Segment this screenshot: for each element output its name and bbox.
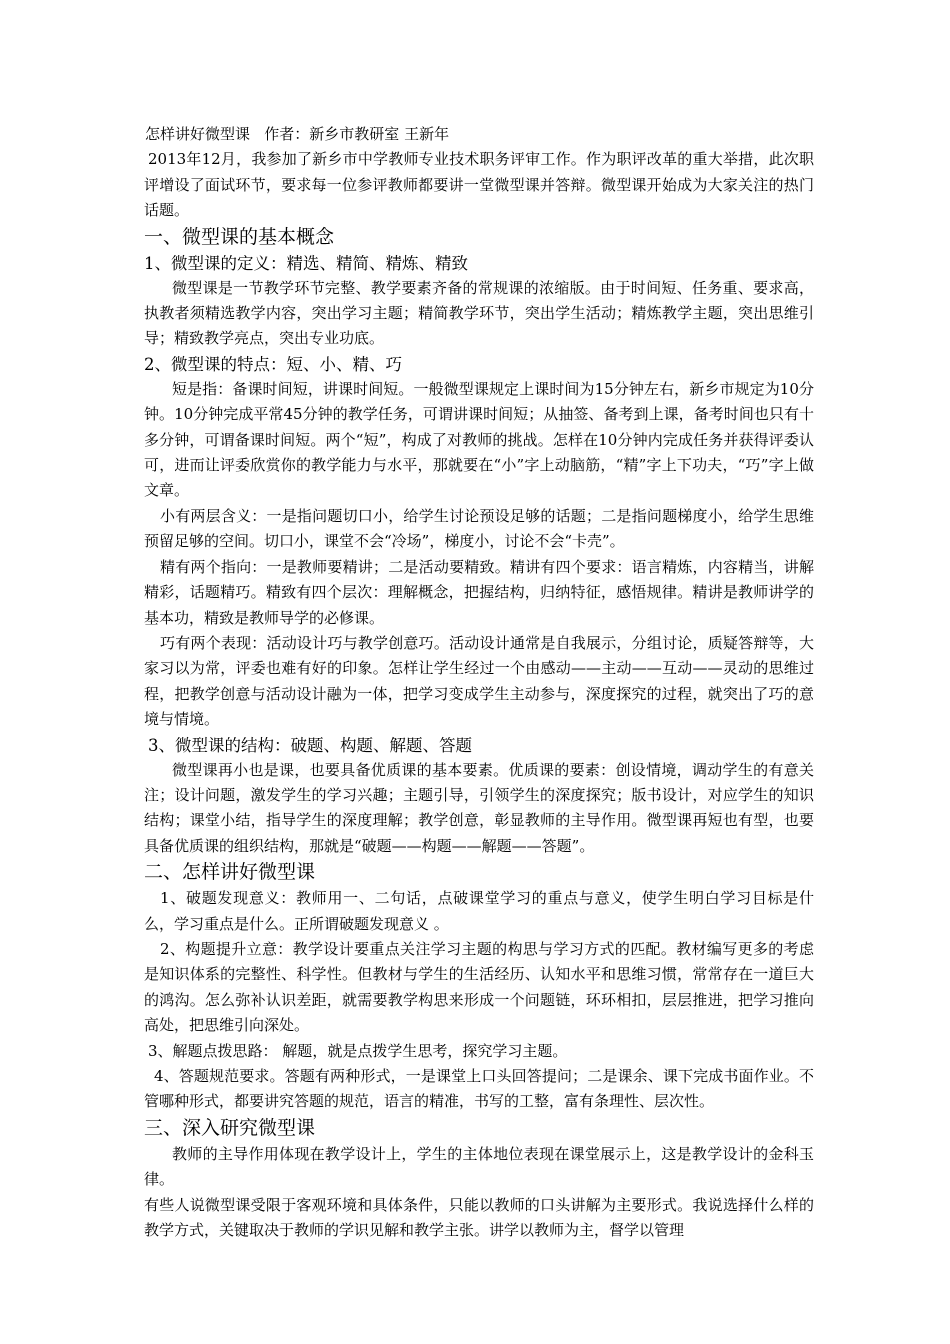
paragraph: 4、答题规范要求。答题有两种形式，一是课堂上口头回答提问；二是课余、课下完成书面作业。不管哪种形式，都要讲究答题的规范，语言的精准，书写的工整，富有条理性、层次性。 (144, 1067, 814, 1111)
document-body (144, 122, 814, 1243)
paragraph: 小有两层含义：一是指问题切口小，给学生讨论预设足够的话题；二是指问题梯度小，给学生思维预留足够的空间。切口小，课堂不会“冷场”，梯度小，讨论不会“卡壳”。 (144, 506, 814, 551)
intro-paragraph: 2013年12月，我参加了新乡市中学教师专业技术职务评审工作。作为职评改革的重大举措，此次职评增设了面试环节，要求每一位参评教师都要讲一堂微型课并答辩。微型课开始成为大家关注的热门话题。 (144, 150, 814, 220)
paragraph: 微型课是一节教学环节完整、教学要素齐备的常规课的浓缩版。由于时间短、任务重、要求高，执教者须精选教学内容，突出学习主题；精简教学环节，突出学生活动；精炼教学主题，突出思维引导；精致教学亮点，突出专业功底。 (144, 278, 814, 348)
section-1-sub-3: 3、微型课的结构：破题、构题、解题、答题 (148, 735, 472, 755)
paragraph: 巧有两个表现：活动设计巧与教学创意巧。活动设计通常是自我展示，分组讨论，质疑答辩等，大家习以为常，评委也难有好的印象。怎样让学生经过一个由感动——主动——互动——灵动的思维过程，把教学创意与活动设计融为一体，把学习变成学生主动参与，深度探究的过程，就突出了巧的意境与情境。 (144, 633, 814, 729)
paragraph: 教师的主导作用体现在教学设计上，学生的主体地位表现在课堂展示上，这是教学设计的金科玉律。 (144, 1144, 814, 1189)
paragraph: 有些人说微型课受限于客观环境和具体条件，只能以教师的口头讲解为主要形式。我说选择什么样的教学方式，关键取决于教师的学识见解和教学主张。讲学以教师为主，督学以管理 (144, 1195, 814, 1240)
section-3-heading: 三、深入研究微型课 (144, 1116, 316, 1139)
paragraph: 3、解题点拨思路： 解题，就是点拨学生思考，探究学习主题。 (148, 1041, 568, 1060)
paragraph: 精有两个指向：一是教师要精讲；二是活动要精致。精讲有四个要求：语言精炼，内容精当，讲解精彩，话题精巧。精致有四个层次：理解概念，把握结构，归纳特征，感悟规律。精讲是教师讲学的基本功，精致是教师导学的必修课。 (144, 557, 814, 627)
section-1-sub-2: 2、微型课的特点：短、小、精、巧 (144, 354, 402, 374)
document-title: 怎样讲好微型课 作者：新乡市教研室 王新年 (145, 125, 450, 143)
section-2-heading: 二、怎样讲好微型课 (144, 861, 316, 884)
paragraph: 微型课再小也是课，也要具备优质课的基本要素。优质课的要素：创设情境，调动学生的有意关注；设计问题，激发学生的学习兴趣；主题引导，引领学生的深度探究；版书设计，对应学生的知识结构；课堂小结，指导学生的深度理解；教学创意，彰显教师的主导作用。微型课再短也有型，也要具备优质课的组织结构，那就是“破题——构题——解题——答题”。 (144, 760, 814, 855)
paragraph: 1、破题发现意义：教师用一、二句话，点破课堂学习的重点与意义，使学生明白学习目标是什么，学习重点是什么。正所谓破题发现意义 。 (144, 889, 814, 933)
paragraph: 短是指：备课时间短，讲课时间短。一般微型课规定上课时间为15分钟左右，新乡市规定为10分钟。10分钟完成平常45分钟的教学任务，可谓讲课时间短；从抽签、备考到上课，备考时间也只有十多分钟，可谓备课时间短。两个“短”，构成了对教师的挑战。怎样在10分钟内完成任务并获得评委认可，进而让评委欣赏你的教学能力与水平，那就要在“小”字上动脑筋，“精”字上下功夫，“巧”字上做文章。 (144, 379, 814, 500)
section-1-heading: 一、微型课的基本概念 (144, 225, 335, 248)
section-1-sub-1: 1、微型课的定义：精选、精简、精炼、精致 (144, 253, 468, 273)
paragraph: 2、构题提升立意：教学设计要重点关注学习主题的构思与学习方式的匹配。教材编写更多的考虑是知识体系的完整性、科学性。但教材与学生的生活经历、认知水平和思维习惯，常常存在一道巨大的鸿沟。怎么弥补认识差距，就需要教学构思来形成一个问题链，环环相扣，层层推进，把学习推向高处，把思维引向深处。 (144, 939, 814, 1035)
